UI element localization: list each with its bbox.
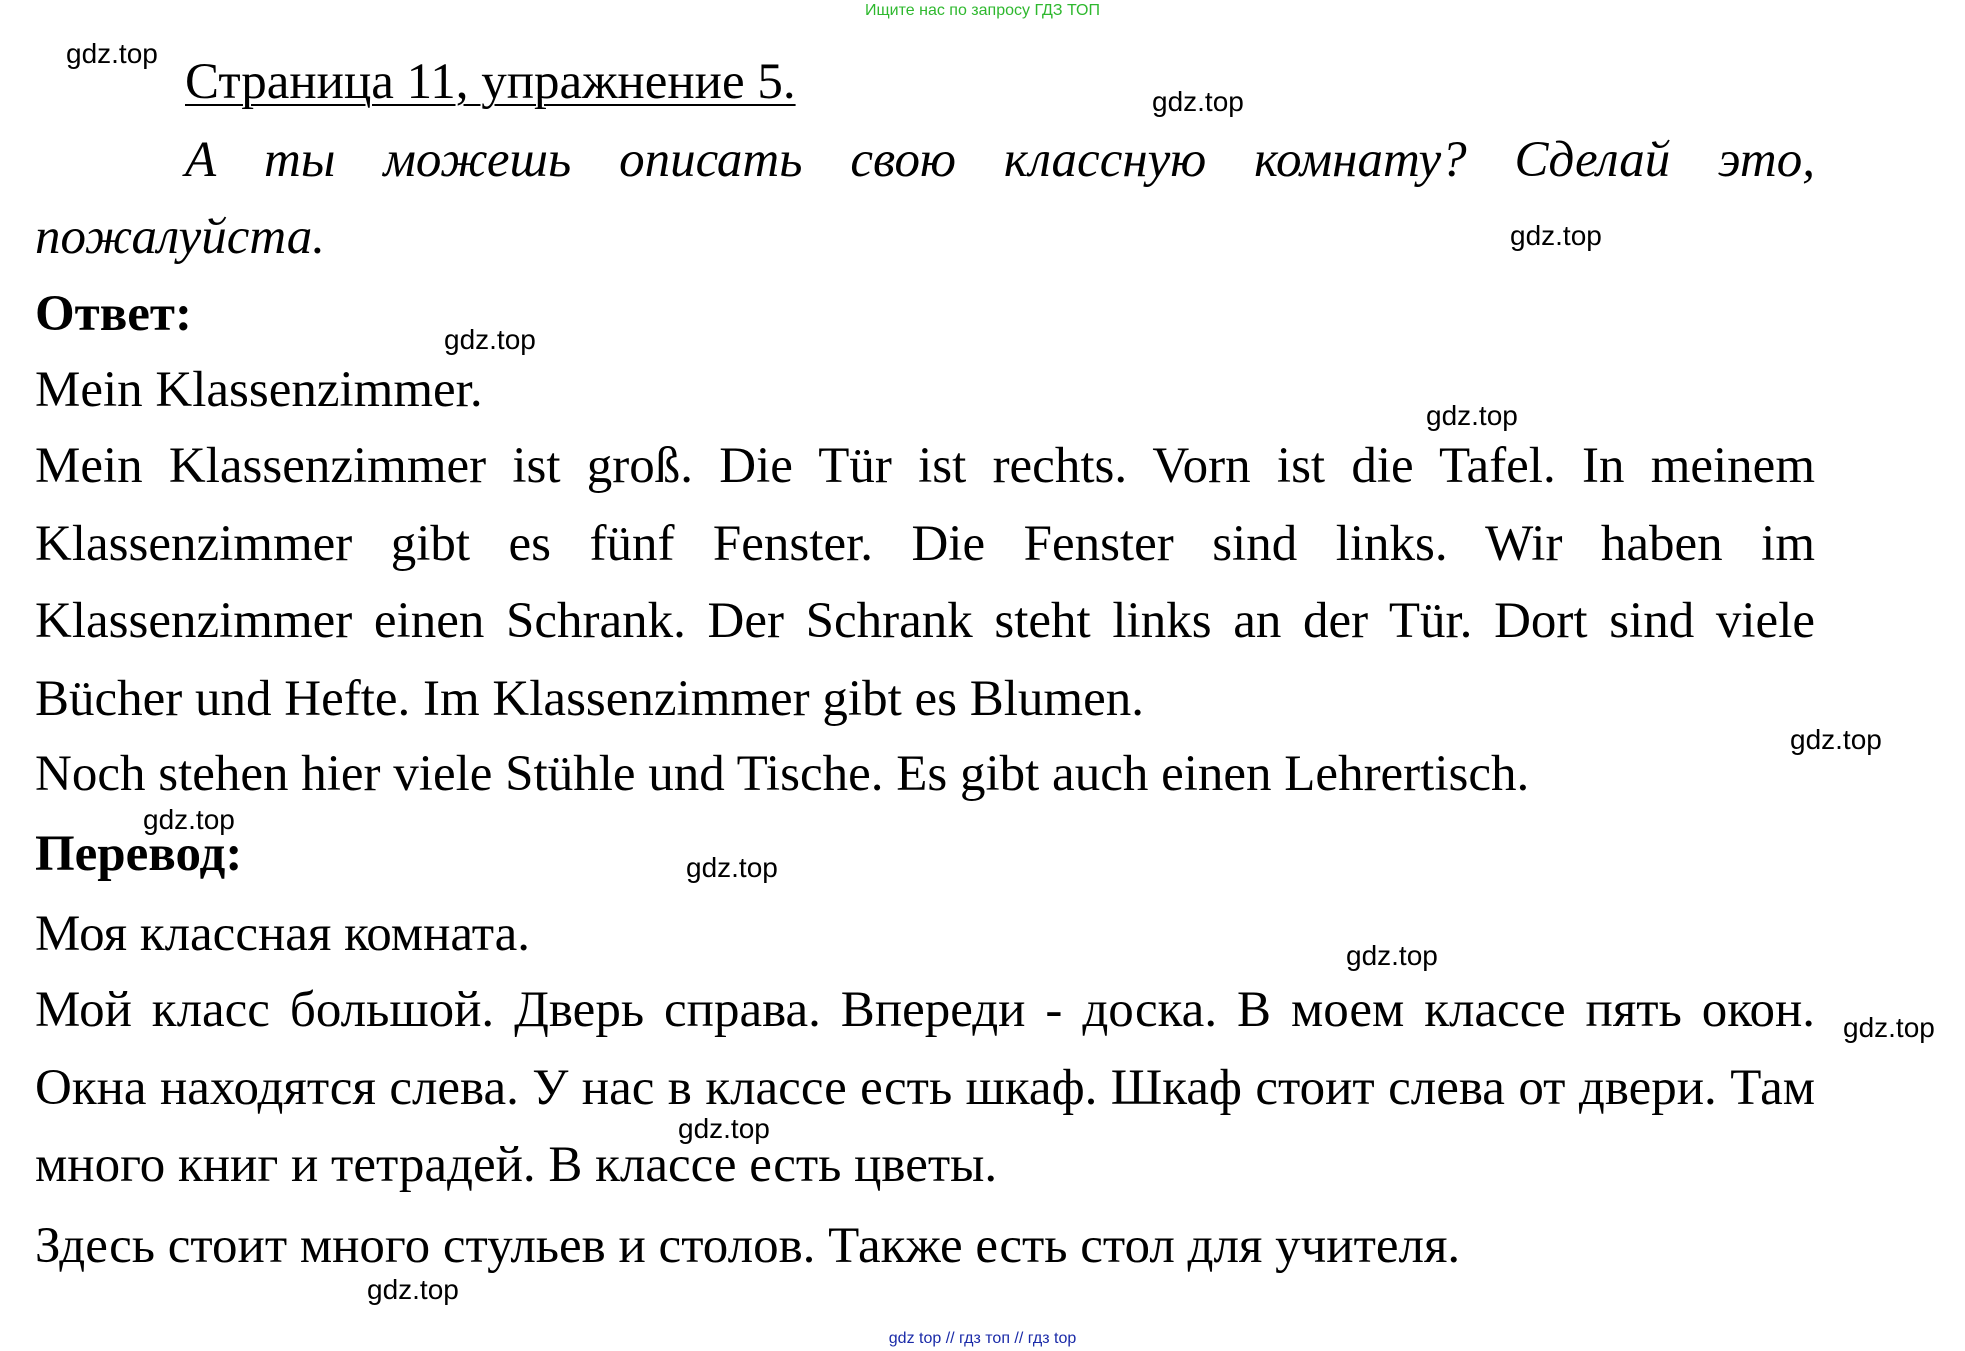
answer-paragraph: Mein Klassenzimmer ist groß. Die Tür ist rechts. Vorn ist die Tafel. In meinem Klassenzimmer gibt es fünf Fenster. Die Fenster sind links. Wir haben im Klassenzimmer einen Schrank. Der Schrank steht links an der Tür. Dort sind viele Bücher und Hefte. Im Klassenzimmer gibt es Blumen. xyxy=(35,438,1815,727)
watermark: gdz.top xyxy=(66,38,158,69)
answer-label: Ответ: xyxy=(35,286,192,342)
translation-paragraph: Мой класс большой. Дверь справа. Впереди - доска. В моем классе пять окон. Окна находятся слева. У нас в классе есть шкаф. Шкаф стоит слева от двери. Там много книг и тетрадей. В классе есть цветы. xyxy=(35,982,1815,1193)
watermark: gdz.top xyxy=(678,1113,770,1144)
translation-label: Перевод: xyxy=(35,826,243,882)
watermark: gdz.top xyxy=(1843,1012,1935,1043)
translation-last-line: Здесь стоит много стульев и столов. Также есть стол для учителя. xyxy=(35,1218,1461,1274)
watermark: gdz.top xyxy=(686,852,778,883)
top-banner: Ищите нас по запросу ГДЗ ТОП xyxy=(865,2,1100,19)
page-title: Страница 11, упражнение 5. xyxy=(185,54,796,110)
watermark: gdz.top xyxy=(1790,724,1882,755)
watermark: gdz.top xyxy=(1152,86,1244,117)
exercise-question: А ты можешь описать свою классную комнату? Сделай это, пожалуйста. xyxy=(35,132,1815,265)
watermark: gdz.top xyxy=(1346,940,1438,971)
watermark: gdz.top xyxy=(1426,400,1518,431)
watermark: gdz.top xyxy=(367,1274,459,1305)
watermark: gdz.top xyxy=(143,804,235,835)
bottom-banner: gdz top // гдз топ // гдз top xyxy=(888,1330,1077,1347)
watermark: gdz.top xyxy=(444,324,536,355)
answer-title: Mein Klassenzimmer. xyxy=(35,362,483,418)
watermark: gdz.top xyxy=(1510,220,1602,251)
answer-last-line: Noch stehen hier viele Stühle und Tische. Es gibt auch einen Lehrertisch. xyxy=(35,746,1530,802)
translation-title: Моя классная комната. xyxy=(35,906,530,962)
